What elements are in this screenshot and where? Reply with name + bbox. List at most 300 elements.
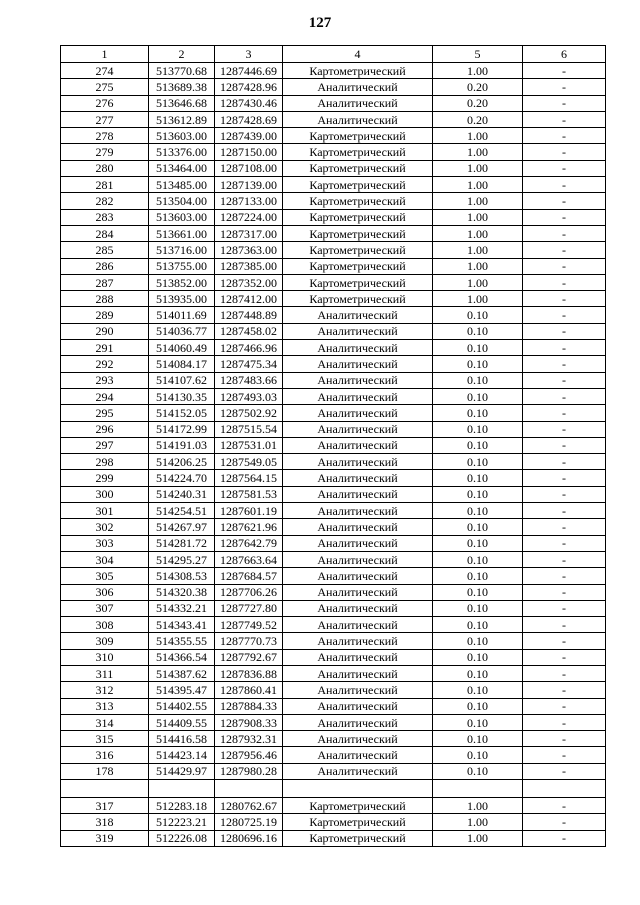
table-cell: 514308.53: [149, 568, 215, 584]
table-cell: -: [523, 242, 606, 258]
table-cell: 1.00: [433, 274, 523, 290]
table-cell: -: [523, 665, 606, 681]
table-cell: -: [523, 79, 606, 95]
table-cell: -: [523, 225, 606, 241]
table-cell: Картометрический: [283, 193, 433, 209]
table-row: [61, 437, 606, 453]
table-cell: 1.00: [433, 209, 523, 225]
table-cell: 514409.55: [149, 714, 215, 730]
table-row: [61, 177, 606, 193]
table-cell: 514107.62: [149, 372, 215, 388]
table-row: [61, 698, 606, 714]
table-row: [61, 340, 606, 356]
table-cell: 0.10: [433, 323, 523, 339]
table-cell: 1287363.00: [215, 242, 283, 258]
table-cell: 514206.25: [149, 454, 215, 470]
table-cell: Аналитический: [283, 79, 433, 95]
table-cell: 514387.62: [149, 665, 215, 681]
table-cell: 277: [61, 111, 149, 127]
table-cell: 512226.08: [149, 830, 215, 846]
table-row: [61, 242, 606, 258]
table-cell: Аналитический: [283, 111, 433, 127]
table-cell: 514036.77: [149, 323, 215, 339]
table-row: [61, 665, 606, 681]
table-cell: 0.10: [433, 551, 523, 567]
table-cell: 514060.49: [149, 340, 215, 356]
table-cell: 514402.55: [149, 698, 215, 714]
table-cell: -: [523, 291, 606, 307]
table-cell: -: [523, 193, 606, 209]
table-cell: 513612.89: [149, 111, 215, 127]
table-cell: Аналитический: [283, 714, 433, 730]
table-cell: 0.10: [433, 405, 523, 421]
table-cell: 178: [61, 763, 149, 779]
table-cell: Аналитический: [283, 682, 433, 698]
table-cell: 1287446.69: [215, 63, 283, 79]
table-row: [61, 551, 606, 567]
table-cell: Аналитический: [283, 454, 433, 470]
table-cell: 513689.38: [149, 79, 215, 95]
table-cell: 1287884.33: [215, 698, 283, 714]
table-cell: -: [523, 714, 606, 730]
table-cell: -: [523, 798, 606, 814]
table-cell: 293: [61, 372, 149, 388]
table-cell: 287: [61, 274, 149, 290]
table-row: [61, 225, 606, 241]
table-cell: 0.10: [433, 372, 523, 388]
table-cell: 289: [61, 307, 149, 323]
table-cell: 1287684.57: [215, 568, 283, 584]
table-cell: Картометрический: [283, 258, 433, 274]
table-row: [61, 454, 606, 470]
table-row: [61, 600, 606, 616]
table-cell: -: [523, 421, 606, 437]
table-cell: Аналитический: [283, 340, 433, 356]
table-cell: 1287475.34: [215, 356, 283, 372]
table-cell: Аналитический: [283, 551, 433, 567]
table-cell: 1287908.33: [215, 714, 283, 730]
table-cell: 1287663.64: [215, 551, 283, 567]
table-cell: -: [523, 274, 606, 290]
table-cell: 296: [61, 421, 149, 437]
table-cell: Аналитический: [283, 584, 433, 600]
table-cell: Аналитический: [283, 519, 433, 535]
table-cell: [523, 780, 606, 798]
table-cell: Аналитический: [283, 600, 433, 616]
table-cell: 1287428.69: [215, 111, 283, 127]
table-cell: 282: [61, 193, 149, 209]
table-cell: 281: [61, 177, 149, 193]
table-cell: 0.10: [433, 747, 523, 763]
table-cell: 513755.00: [149, 258, 215, 274]
table-cell: -: [523, 503, 606, 519]
table-cell: -: [523, 814, 606, 830]
table-cell: -: [523, 372, 606, 388]
table-cell: -: [523, 340, 606, 356]
table-cell: 1287430.46: [215, 95, 283, 111]
table-cell: 513661.00: [149, 225, 215, 241]
table-cell: Картометрический: [283, 160, 433, 176]
table-cell: 513935.00: [149, 291, 215, 307]
table-cell: 1287224.00: [215, 209, 283, 225]
table-cell: 1.00: [433, 242, 523, 258]
table-cell: 1.00: [433, 144, 523, 160]
table-cell: 1287860.41: [215, 682, 283, 698]
table-cell: -: [523, 258, 606, 274]
table-cell: 0.10: [433, 649, 523, 665]
table-body: [61, 63, 606, 847]
table-cell: 1287428.96: [215, 79, 283, 95]
table-cell: 514343.41: [149, 617, 215, 633]
table-header-row: [61, 46, 606, 63]
table-cell: 1287564.15: [215, 470, 283, 486]
table-cell: 1287727.80: [215, 600, 283, 616]
table-cell: 300: [61, 486, 149, 502]
table-cell: [61, 780, 149, 798]
table-cell: 308: [61, 617, 149, 633]
table-cell: 1287139.00: [215, 177, 283, 193]
table-cell: -: [523, 830, 606, 846]
table-cell: 513603.00: [149, 128, 215, 144]
table-cell: 1287749.52: [215, 617, 283, 633]
table-cell: 514295.27: [149, 551, 215, 567]
table-cell: 311: [61, 665, 149, 681]
table-row: [61, 193, 606, 209]
table-cell: 513852.00: [149, 274, 215, 290]
table-cell: 513464.00: [149, 160, 215, 176]
table-cell: 309: [61, 633, 149, 649]
table-cell: -: [523, 128, 606, 144]
table-cell: 0.10: [433, 340, 523, 356]
table-cell: 301: [61, 503, 149, 519]
table-row: [61, 470, 606, 486]
table-cell: 1287150.00: [215, 144, 283, 160]
table-cell: Аналитический: [283, 649, 433, 665]
table-cell: 514254.51: [149, 503, 215, 519]
table-cell: 513504.00: [149, 193, 215, 209]
table-cell: 514332.21: [149, 600, 215, 616]
table-cell: 307: [61, 600, 149, 616]
table-cell: -: [523, 63, 606, 79]
table-row: [61, 63, 606, 79]
table-cell: Аналитический: [283, 421, 433, 437]
table-cell: 0.10: [433, 584, 523, 600]
table-cell: 513603.00: [149, 209, 215, 225]
table-cell: 0.10: [433, 682, 523, 698]
table-cell: 1280725.19: [215, 814, 283, 830]
table-cell: 291: [61, 340, 149, 356]
table-cell: 297: [61, 437, 149, 453]
table-cell: 0.10: [433, 617, 523, 633]
table-cell: 513646.68: [149, 95, 215, 111]
table-cell: Аналитический: [283, 486, 433, 502]
table-cell: 1287317.00: [215, 225, 283, 241]
table-cell: 514172.99: [149, 421, 215, 437]
column-header-1: 1: [61, 46, 149, 63]
table-cell: 513485.00: [149, 177, 215, 193]
table-cell: 0.10: [433, 421, 523, 437]
table-cell: 1.00: [433, 830, 523, 846]
table-row: [61, 144, 606, 160]
column-header-3: 3: [215, 46, 283, 63]
table-cell: 0.10: [433, 388, 523, 404]
table-cell: 514224.70: [149, 470, 215, 486]
table-cell: 1287581.53: [215, 486, 283, 502]
table-cell: Аналитический: [283, 568, 433, 584]
table-row: [61, 814, 606, 830]
table-cell: 0.10: [433, 633, 523, 649]
table-cell: Аналитический: [283, 95, 433, 111]
table-cell: 292: [61, 356, 149, 372]
table-cell: Аналитический: [283, 535, 433, 551]
table-row: [61, 503, 606, 519]
table-cell: Аналитический: [283, 356, 433, 372]
table-row: [61, 535, 606, 551]
table-cell: 514355.55: [149, 633, 215, 649]
table-cell: 1287385.00: [215, 258, 283, 274]
table-cell: -: [523, 584, 606, 600]
table-cell: Картометрический: [283, 798, 433, 814]
table-row: [61, 388, 606, 404]
table-cell: 513716.00: [149, 242, 215, 258]
table-cell: Аналитический: [283, 372, 433, 388]
table-cell: 514011.69: [149, 307, 215, 323]
table-cell: -: [523, 486, 606, 502]
table-cell: 299: [61, 470, 149, 486]
table-row: [61, 682, 606, 698]
table-cell: 304: [61, 551, 149, 567]
table-cell: 1287836.88: [215, 665, 283, 681]
table-cell: 306: [61, 584, 149, 600]
table-cell: 0.10: [433, 307, 523, 323]
table-cell: 1280762.67: [215, 798, 283, 814]
table-row: [61, 405, 606, 421]
table-cell: 1.00: [433, 798, 523, 814]
table-row: [61, 568, 606, 584]
table-cell: -: [523, 470, 606, 486]
table-cell: 514267.97: [149, 519, 215, 535]
table-row: [61, 79, 606, 95]
table-cell: 1287549.05: [215, 454, 283, 470]
table-cell: 514320.38: [149, 584, 215, 600]
table-cell: 310: [61, 649, 149, 665]
table-cell: 514152.05: [149, 405, 215, 421]
table-cell: Картометрический: [283, 225, 433, 241]
table-cell: 276: [61, 95, 149, 111]
table-cell: 514395.47: [149, 682, 215, 698]
table-cell: 514416.58: [149, 731, 215, 747]
table-cell: 286: [61, 258, 149, 274]
table-cell: 1287601.19: [215, 503, 283, 519]
table-cell: 513770.68: [149, 63, 215, 79]
table-cell: 512223.21: [149, 814, 215, 830]
table-cell: 1287352.00: [215, 274, 283, 290]
table-cell: 275: [61, 79, 149, 95]
table-cell: 305: [61, 568, 149, 584]
table-cell: 1287108.00: [215, 160, 283, 176]
table-cell: -: [523, 405, 606, 421]
table-cell: 1.00: [433, 63, 523, 79]
table-cell: [149, 780, 215, 798]
table-row: [61, 780, 606, 798]
table-cell: 1287642.79: [215, 535, 283, 551]
table-cell: 513376.00: [149, 144, 215, 160]
coordinates-table: [60, 45, 606, 847]
table-cell: 0.20: [433, 111, 523, 127]
table-cell: 0.10: [433, 600, 523, 616]
table-cell: 317: [61, 798, 149, 814]
table-cell: 1280696.16: [215, 830, 283, 846]
table-cell: -: [523, 160, 606, 176]
table-cell: 288: [61, 291, 149, 307]
table-cell: 514191.03: [149, 437, 215, 453]
table-row: [61, 209, 606, 225]
column-header-6: 6: [523, 46, 606, 63]
table-cell: 1287792.67: [215, 649, 283, 665]
table-cell: 278: [61, 128, 149, 144]
table-cell: 0.20: [433, 79, 523, 95]
table-cell: 512283.18: [149, 798, 215, 814]
table-cell: 1287706.26: [215, 584, 283, 600]
table-row: [61, 731, 606, 747]
table-cell: -: [523, 698, 606, 714]
table-cell: [215, 780, 283, 798]
table-cell: 1287493.03: [215, 388, 283, 404]
table-cell: 0.20: [433, 95, 523, 111]
table-cell: 1.00: [433, 160, 523, 176]
table-cell: Аналитический: [283, 731, 433, 747]
table-row: [61, 584, 606, 600]
table-cell: 0.10: [433, 763, 523, 779]
table-cell: 1287932.31: [215, 731, 283, 747]
table-cell: -: [523, 633, 606, 649]
table-row: [61, 747, 606, 763]
table-cell: -: [523, 177, 606, 193]
table-row: [61, 274, 606, 290]
table-cell: 1287980.28: [215, 763, 283, 779]
table-cell: 1287466.96: [215, 340, 283, 356]
table-cell: 1287448.89: [215, 307, 283, 323]
table-cell: -: [523, 437, 606, 453]
table-cell: -: [523, 731, 606, 747]
table-cell: -: [523, 617, 606, 633]
table-cell: -: [523, 682, 606, 698]
table-cell: 1287439.00: [215, 128, 283, 144]
table-cell: -: [523, 356, 606, 372]
table-row: [61, 519, 606, 535]
table-row: [61, 633, 606, 649]
table-cell: 1287621.96: [215, 519, 283, 535]
table-cell: 1.00: [433, 225, 523, 241]
table-cell: Аналитический: [283, 617, 433, 633]
table-cell: 285: [61, 242, 149, 258]
table-cell: 0.10: [433, 714, 523, 730]
table-cell: 1287502.92: [215, 405, 283, 421]
table-cell: Картометрический: [283, 209, 433, 225]
table-cell: Аналитический: [283, 503, 433, 519]
table-cell: 283: [61, 209, 149, 225]
table-cell: Аналитический: [283, 388, 433, 404]
table-cell: -: [523, 95, 606, 111]
table-cell: -: [523, 454, 606, 470]
table-cell: -: [523, 568, 606, 584]
table-cell: 279: [61, 144, 149, 160]
table-cell: 314: [61, 714, 149, 730]
table-cell: 0.10: [433, 665, 523, 681]
table-row: [61, 291, 606, 307]
table-row: [61, 160, 606, 176]
table-cell: 319: [61, 830, 149, 846]
table-row: [61, 323, 606, 339]
table-cell: 0.10: [433, 486, 523, 502]
table-cell: 0.10: [433, 470, 523, 486]
table-cell: 316: [61, 747, 149, 763]
table-cell: 1287531.01: [215, 437, 283, 453]
table-cell: 280: [61, 160, 149, 176]
table-row: [61, 421, 606, 437]
table-cell: 318: [61, 814, 149, 830]
table-cell: Картометрический: [283, 274, 433, 290]
table-cell: Аналитический: [283, 437, 433, 453]
table-cell: 514423.14: [149, 747, 215, 763]
table-cell: Картометрический: [283, 177, 433, 193]
table-cell: -: [523, 323, 606, 339]
table-row: [61, 714, 606, 730]
table-cell: Картометрический: [283, 63, 433, 79]
table-cell: 0.10: [433, 519, 523, 535]
table-cell: Аналитический: [283, 763, 433, 779]
table-cell: Аналитический: [283, 665, 433, 681]
table-row: [61, 111, 606, 127]
table-cell: 0.10: [433, 454, 523, 470]
table-cell: 294: [61, 388, 149, 404]
table-row: [61, 128, 606, 144]
column-header-2: 2: [149, 46, 215, 63]
table-cell: 514366.54: [149, 649, 215, 665]
table-cell: 1287770.73: [215, 633, 283, 649]
table-row: [61, 649, 606, 665]
table-cell: -: [523, 519, 606, 535]
table-cell: 312: [61, 682, 149, 698]
table-cell: Картометрический: [283, 144, 433, 160]
table-row: [61, 486, 606, 502]
table-cell: [433, 780, 523, 798]
table-cell: 1.00: [433, 814, 523, 830]
table-cell: -: [523, 144, 606, 160]
table-cell: 1287956.46: [215, 747, 283, 763]
table-cell: Аналитический: [283, 307, 433, 323]
table-cell: 1.00: [433, 193, 523, 209]
table-row: [61, 830, 606, 846]
table-cell: 514130.35: [149, 388, 215, 404]
table-cell: 0.10: [433, 503, 523, 519]
table-cell: 514281.72: [149, 535, 215, 551]
table-cell: Аналитический: [283, 470, 433, 486]
table-cell: -: [523, 600, 606, 616]
table-row: [61, 617, 606, 633]
table-cell: 274: [61, 63, 149, 79]
table-cell: -: [523, 307, 606, 323]
table-cell: 1287458.02: [215, 323, 283, 339]
table-cell: 302: [61, 519, 149, 535]
table-cell: 514429.97: [149, 763, 215, 779]
table-cell: 514084.17: [149, 356, 215, 372]
table-cell: 303: [61, 535, 149, 551]
table-cell: [283, 780, 433, 798]
table-cell: 295: [61, 405, 149, 421]
table-cell: Аналитический: [283, 405, 433, 421]
table-cell: Картометрический: [283, 242, 433, 258]
